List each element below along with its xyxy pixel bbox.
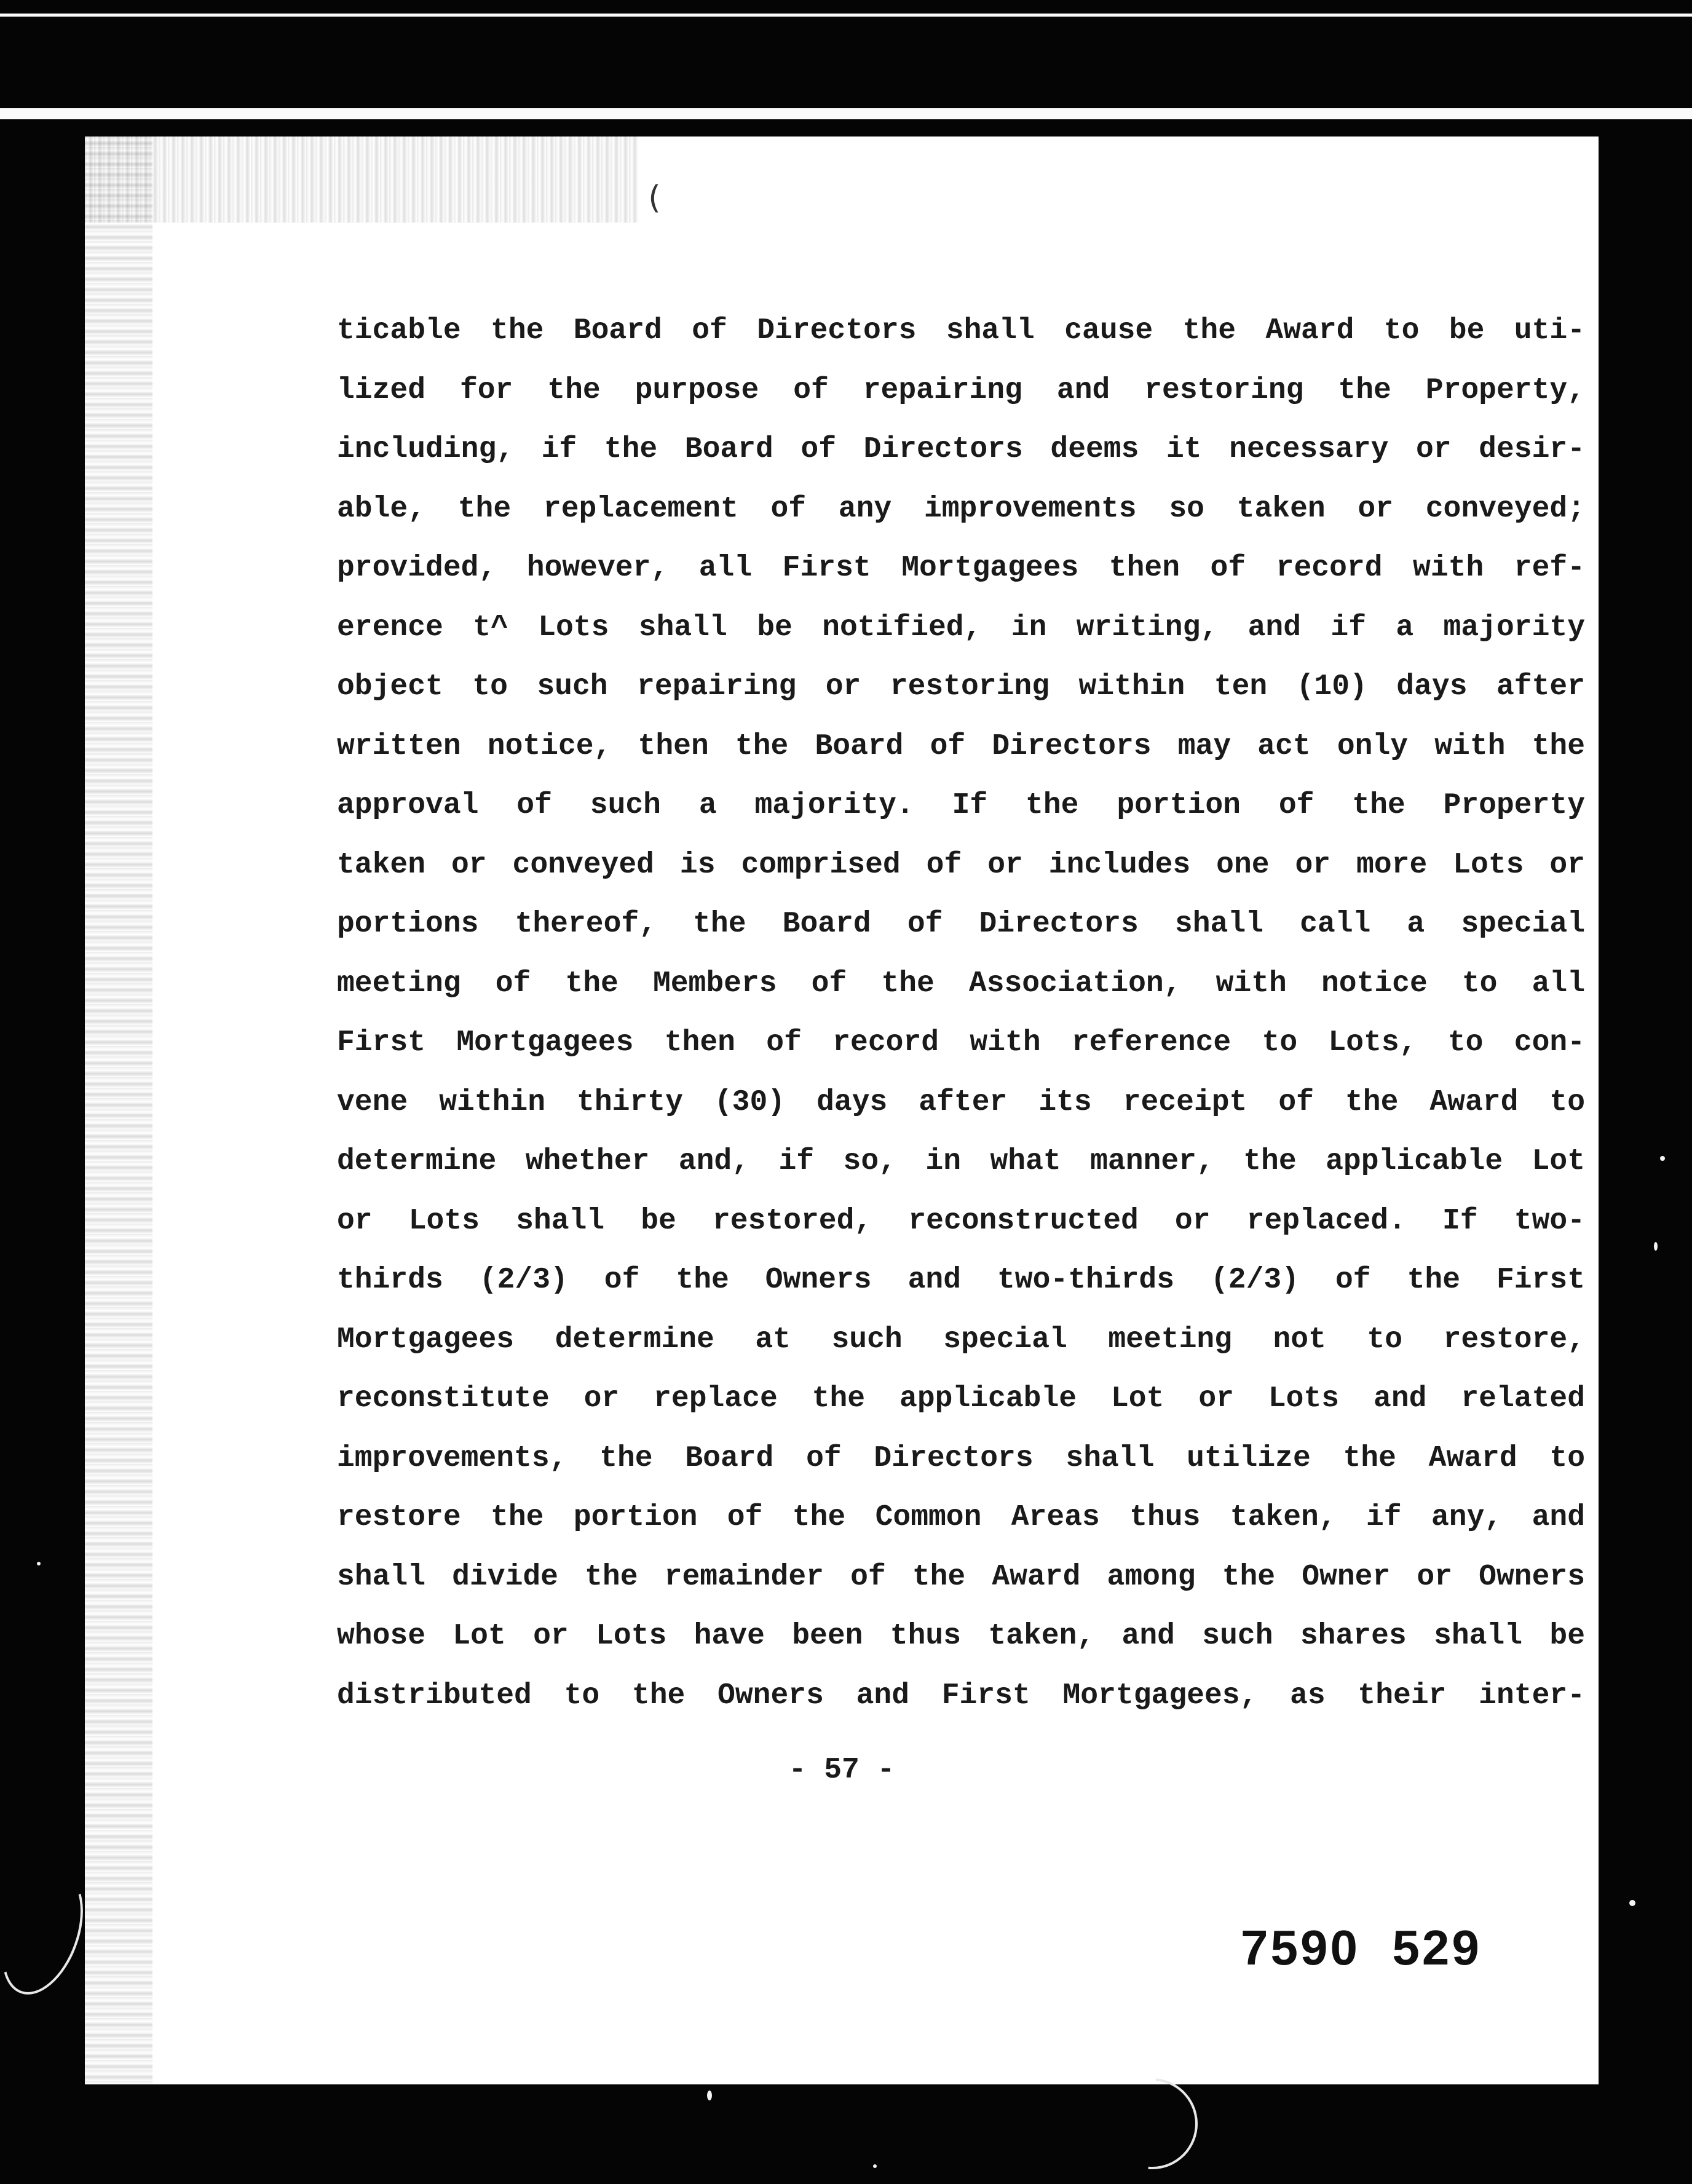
stray-mark: ( — [644, 180, 664, 216]
text-line: taken or conveyed is comprised of or includes one or more Lots or — [337, 848, 1585, 882]
scan-noise-left-edge — [85, 136, 152, 2084]
text-line: meeting of the Members of the Association, with notice to all — [337, 967, 1585, 1000]
scan-noise-top-edge — [85, 136, 638, 223]
scan-speck — [1629, 1900, 1635, 1906]
text-line: whose Lot or Lots have been thus taken, and such shares shall be — [337, 1620, 1585, 1653]
text-line: approval of such a majority. If the portion of the Property — [337, 789, 1585, 822]
scan-artifact-curl — [0, 1861, 98, 2006]
page-sheet — [85, 136, 1599, 2084]
scan-speck — [873, 2164, 877, 2168]
text-line: reconstitute or replace the applicable Lot or Lots and related — [337, 1382, 1585, 1415]
text-line: Mortgagees determine at such special meeting not to restore, — [337, 1323, 1585, 1356]
text-line: distributed to the Owners and First Mortgagees, as their inter- — [337, 1679, 1585, 1712]
text-line: restore the portion of the Common Areas thus taken, if any, and — [337, 1501, 1585, 1534]
scan-speck — [37, 1562, 41, 1565]
top-border-band — [0, 108, 1692, 119]
page-number: - 57 - — [788, 1754, 895, 1787]
text-line: or Lots shall be restored, reconstructed or replaced. If two- — [337, 1204, 1585, 1238]
text-line: provided, however, all First Mortgagees then of record with ref- — [337, 552, 1585, 585]
text-line: portions thereof, the Board of Directors shall call a special — [337, 908, 1585, 941]
text-line: First Mortgagees then of record with reference to Lots, to con- — [337, 1026, 1585, 1059]
text-line: determine whether and, if so, in what manner, the applicable Lot — [337, 1145, 1585, 1178]
text-line: lized for the purpose of repairing and restoring the Property, — [337, 373, 1585, 407]
text-line: erence t^ Lots shall be notified, in writing, and if a majority — [337, 611, 1585, 644]
text-line: including, if the Board of Directors deems it necessary or desir- — [337, 433, 1585, 466]
text-line: ticable the Board of Directors shall cause the Award to be uti- — [337, 314, 1585, 347]
text-line: vene within thirty (30) days after its receipt of the Award to — [337, 1085, 1585, 1119]
text-line: thirds (2/3) of the Owners and two-thirds (2/3) of the First — [337, 1264, 1585, 1297]
text-line: object to such repairing or restoring within ten (10) days after — [337, 670, 1585, 703]
text-line: shall divide the remainder of the Award among the Owner or Owners — [337, 1560, 1585, 1594]
scan-speck — [1660, 1156, 1665, 1161]
text-line: improvements, the Board of Directors shall utilize the Award to — [337, 1441, 1585, 1475]
top-border-line — [0, 14, 1692, 17]
book-page-reference: 7590 529 — [1241, 1920, 1482, 1975]
scan-speck — [1654, 1242, 1658, 1251]
scan-speck — [707, 2091, 712, 2100]
body-paragraph — [337, 301, 1585, 1725]
text-line: written notice, then the Board of Directors may act only with the — [337, 729, 1585, 763]
text-line: able, the replacement of any improvements so taken or conveyed; — [337, 492, 1585, 526]
